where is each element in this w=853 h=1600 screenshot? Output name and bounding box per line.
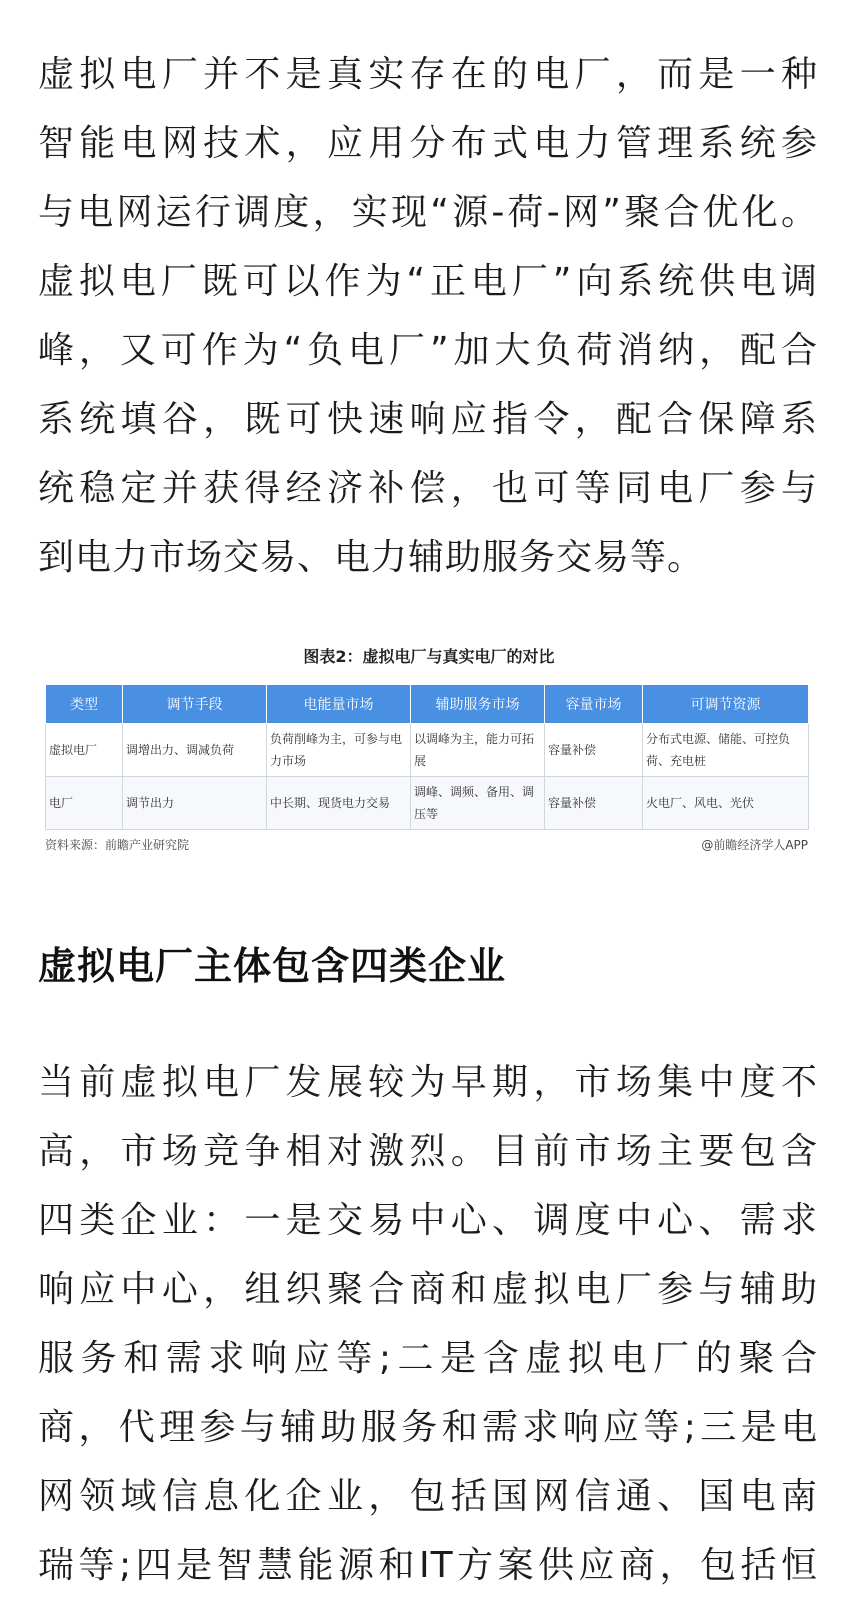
table-row bbox=[46, 724, 809, 777]
text-line: 瑞等;四是智慧能源和IT方案供应商，包括恒 bbox=[38, 1545, 818, 1586]
text-line: 统稳定并获得经济补偿，也可等同电厂参与 bbox=[38, 468, 818, 509]
table-cell: 调增出力、调减负荷 bbox=[123, 724, 267, 777]
text-line: 当前虚拟电厂发展较为早期，市场集中度不 bbox=[38, 1062, 818, 1103]
header-cell: 类型 bbox=[46, 685, 123, 724]
table-cell: 火电厂、风电、光伏 bbox=[643, 777, 809, 830]
section-heading: 虚拟电厂主体包含四类企业 bbox=[38, 944, 507, 988]
table-cell: 调节出力 bbox=[123, 777, 267, 830]
table-cell: 中长期、现货电力交易 bbox=[267, 777, 411, 830]
text-line: 峰，又可作为“负电厂”加大负荷消纳，配合 bbox=[38, 330, 818, 371]
header-cell: 电能量市场 bbox=[267, 685, 411, 724]
comparison-table bbox=[45, 684, 809, 830]
table-row bbox=[46, 777, 809, 830]
text-line: 虚拟电厂既可以作为“正电厂”向系统供电调 bbox=[38, 261, 818, 302]
text-line: 与电网运行调度，实现“源-荷-网”聚合优化。 bbox=[38, 192, 818, 233]
table-cell: 虚拟电厂 bbox=[46, 724, 123, 777]
table-cell: 电厂 bbox=[46, 777, 123, 830]
text-line: 智能电网技术，应用分布式电力管理系统参 bbox=[38, 123, 818, 164]
figure-credit: @前瞻经济学人APP bbox=[701, 838, 808, 852]
table-cell: 以调峰为主，能力可拓展 bbox=[411, 724, 545, 777]
text-line: 到电力市场交易、电力辅助服务交易等。 bbox=[38, 537, 705, 578]
text-line: 高，市场竞争相对激烈。目前市场主要包含 bbox=[38, 1131, 818, 1172]
figure-title: 图表2：虚拟电厂与真实电厂的对比 bbox=[303, 647, 555, 666]
text-line: 响应中心，组织聚合商和虚拟电厂参与辅助 bbox=[38, 1269, 818, 1310]
table-cell: 负荷削峰为主，可参与电力市场 bbox=[267, 724, 411, 777]
table-header-row bbox=[46, 685, 809, 724]
header-cell: 调节手段 bbox=[123, 685, 267, 724]
table-cell: 容量补偿 bbox=[545, 724, 643, 777]
text-line: 虚拟电厂并不是真实存在的电厂，而是一种 bbox=[38, 54, 818, 95]
table-cell: 调峰、调频、备用、调压等 bbox=[411, 777, 545, 830]
figure-source: 资料来源：前瞻产业研究院 bbox=[45, 838, 190, 852]
text-line: 四类企业：一是交易中心、调度中心、需求 bbox=[38, 1200, 818, 1241]
header-cell: 容量市场 bbox=[545, 685, 643, 724]
intro-paragraph bbox=[38, 40, 818, 592]
comparison-figure[interactable] bbox=[40, 636, 818, 876]
header-cell: 可调节资源 bbox=[643, 685, 809, 724]
table-cell: 分布式电源、储能、可控负荷、充电桩 bbox=[643, 724, 809, 777]
text-line: 系统填谷，既可快速响应指令，配合保障系 bbox=[38, 399, 818, 440]
text-line: 网领域信息化企业，包括国网信通、国电南 bbox=[38, 1476, 818, 1517]
text-line: 商，代理参与辅助服务和需求响应等;三是电 bbox=[38, 1407, 818, 1448]
header-cell: 辅助服务市场 bbox=[411, 685, 545, 724]
text-line: 服务和需求响应等;二是含虚拟电厂的聚合 bbox=[38, 1338, 818, 1379]
table-cell: 容量补偿 bbox=[545, 777, 643, 830]
body-paragraph bbox=[38, 1048, 818, 1600]
